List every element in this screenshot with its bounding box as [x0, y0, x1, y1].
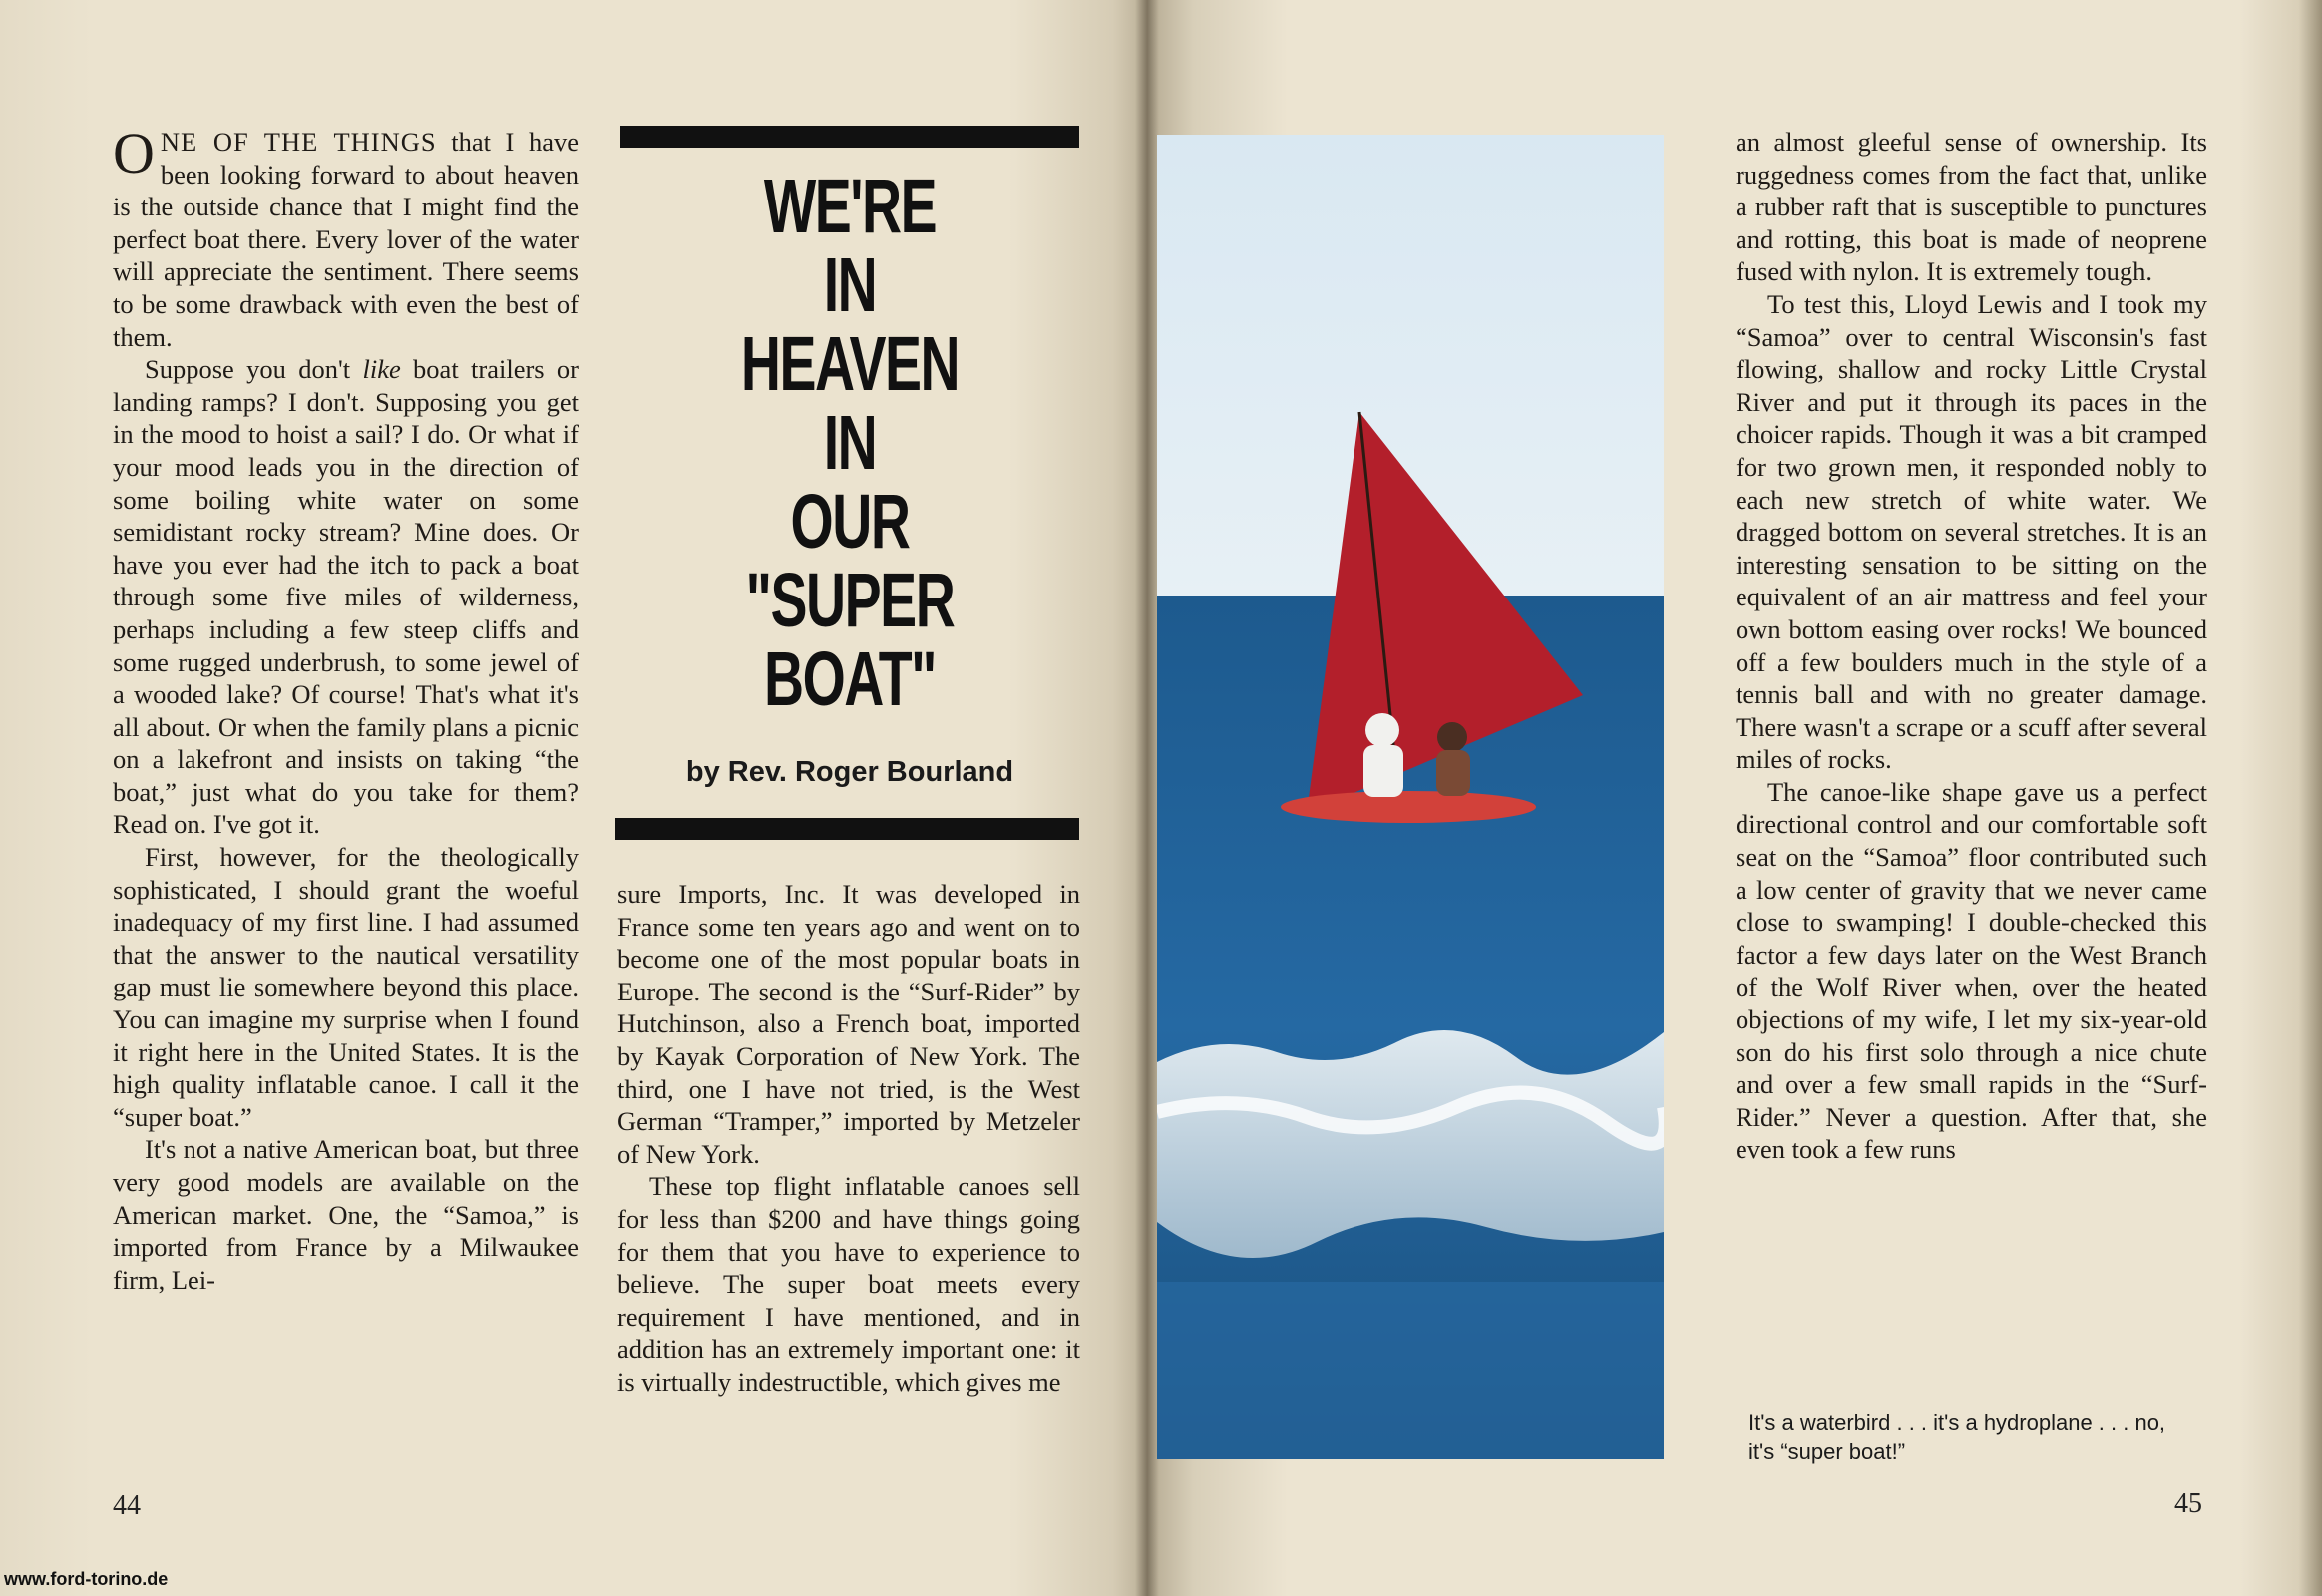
column-2: [617, 878, 1080, 1398]
photo-caption: It's a waterbird . . . it's a hydroplane . . . no, it's “super boat!”: [1748, 1410, 2166, 1464]
paragraph-1-text: that I have been looking forward to about heaven is the outside chance that I might find the perfect boat there. Every lover of the water will appreciate the sentiment. There seems to be some drawback with even the best of them.: [113, 127, 579, 352]
paragraph-4: It's not a native American boat, but three very good models are available on the American market. One, the “Samoa,” is imported from France by a Milwaukee firm, Lei-: [113, 1134, 579, 1295]
headline-line: IN: [823, 400, 877, 486]
book-gutter: [1135, 0, 1159, 1596]
paragraph-2: [113, 353, 579, 841]
sparkle-water: [1157, 1282, 1664, 1459]
sailor-1: [1365, 713, 1399, 747]
paragraph-9: The canoe-like shape gave us a perfect directional control and our comfortable soft seat on the “Samoa” floor contributed such a low center of gravity that we never came close to swamping! I double-checked this factor a few days later on the West Branch of the Wolf River when, over the heated objections of my wife, I let my six-year-old son do his first solo through a nice chute and over a few small rapids in the “Surf-Rider.” Never a question. After that, she even took a few runs: [1736, 776, 2207, 1165]
sailor-1-body: [1363, 745, 1403, 797]
paragraph-5: sure Imports, Inc. It was developed in France some ten years ago and went on to become one of the most popular boats in Europe. The second is the “Surf-Rider” by Hutchinson, also a French boat, imported by Kayak Corporation of New York. The third, one I have not tried, is the West German “Tramper,” imported by Metzeler of New York.: [617, 879, 1080, 1169]
paragraph-6: These top flight inflatable canoes sell for less than $200 and have things going for them that you have to experience to believe. The super boat meets every requirement I have mentioned, and in addition has an extremely important one: it is virtually indestructible, which gives me: [617, 1171, 1080, 1396]
paragraph-2-text-b: boat trailers or landing ramps? I don't. Supposing you get in the mood to hoist a sail? I do. Or what if your mood leads you in the direction of some boiling white water on some semidistant rocky stream? Mine does. Or have you ever had the itch to pack a boat through some five miles of wilderness, perhaps including a few steep cliffs and some rugged underbrush, to some jewel of a wooded lake? Of course! That's what it's all about. Or when the family plans a picnic on a lakefront and insists on taking “the boat,” just what do you take for them? Read on. I've got it.: [113, 354, 579, 840]
headline-top-rule: [620, 126, 1079, 148]
byline: by Rev. Roger Bourland: [685, 756, 1014, 788]
paragraph-8: To test this, Lloyd Lewis and I took my “Samoa” over to central Wisconsin's fast flowing, shallow and rocky Little Crystal River and put it through its paces in the choicer rapids. Though it was a bit cramped for two grown men, it responded nobly to each new stretch of white water. We dragged bottom on several stretches. It is an interesting sensation to be sitting on the equivalent of an air mattress and feel your own bottom easing over rocks! We bounced off a few boulders much in the style of a tennis ball and with no greater damage. There wasn't a scrape or a scuff after several miles of rocks.: [1736, 288, 2207, 775]
column-3: [1736, 126, 2207, 1166]
sailor-2: [1437, 722, 1467, 752]
headline: [684, 164, 1014, 722]
paragraph-2-text-a: Suppose you don't: [145, 354, 363, 385]
headline-line: IN: [823, 242, 877, 328]
emphasis-like: like: [362, 354, 401, 385]
paragraph-3: First, however, for the theologically sophisticated, I should grant the woeful inadequacy of my first line. I had assumed that the answer to the nautical versatility gap must lie somewhere beyond this place. You can imagine my surprise when I found it right here in the United States. It is the high quality inflatable canoe. I call it the “super boat.”: [113, 842, 579, 1132]
paragraph-1: [113, 121, 579, 353]
drop-cap: O: [113, 121, 155, 186]
headline-line: WE'RE: [763, 164, 937, 249]
watermark: www.ford-torino.de: [4, 1569, 169, 1589]
column-1: [113, 121, 579, 1296]
headline-line: HEAVEN: [740, 321, 960, 407]
page-number-left: 44: [113, 1490, 141, 1521]
headline-line: "SUPER BOAT": [745, 558, 955, 722]
headline-line: OUR: [790, 479, 910, 565]
left-page: [0, 0, 1147, 1596]
inflatable-canoe: [1281, 791, 1536, 823]
headline-bottom-rule: [615, 818, 1079, 840]
sailor-2-body: [1436, 750, 1470, 796]
page-number-right: 45: [2174, 1488, 2202, 1519]
sailboat-photo: [1157, 135, 1664, 1459]
lead-in-smallcaps: NE OF THE THINGS: [160, 127, 437, 157]
paragraph-7: an almost gleeful sense of ownership. Its ruggedness comes from the fact that, unlike a rubber raft that is susceptible to punctures and rotting, this boat is made of neoprene fused with nylon. It is extremely tough.: [1736, 127, 2207, 287]
